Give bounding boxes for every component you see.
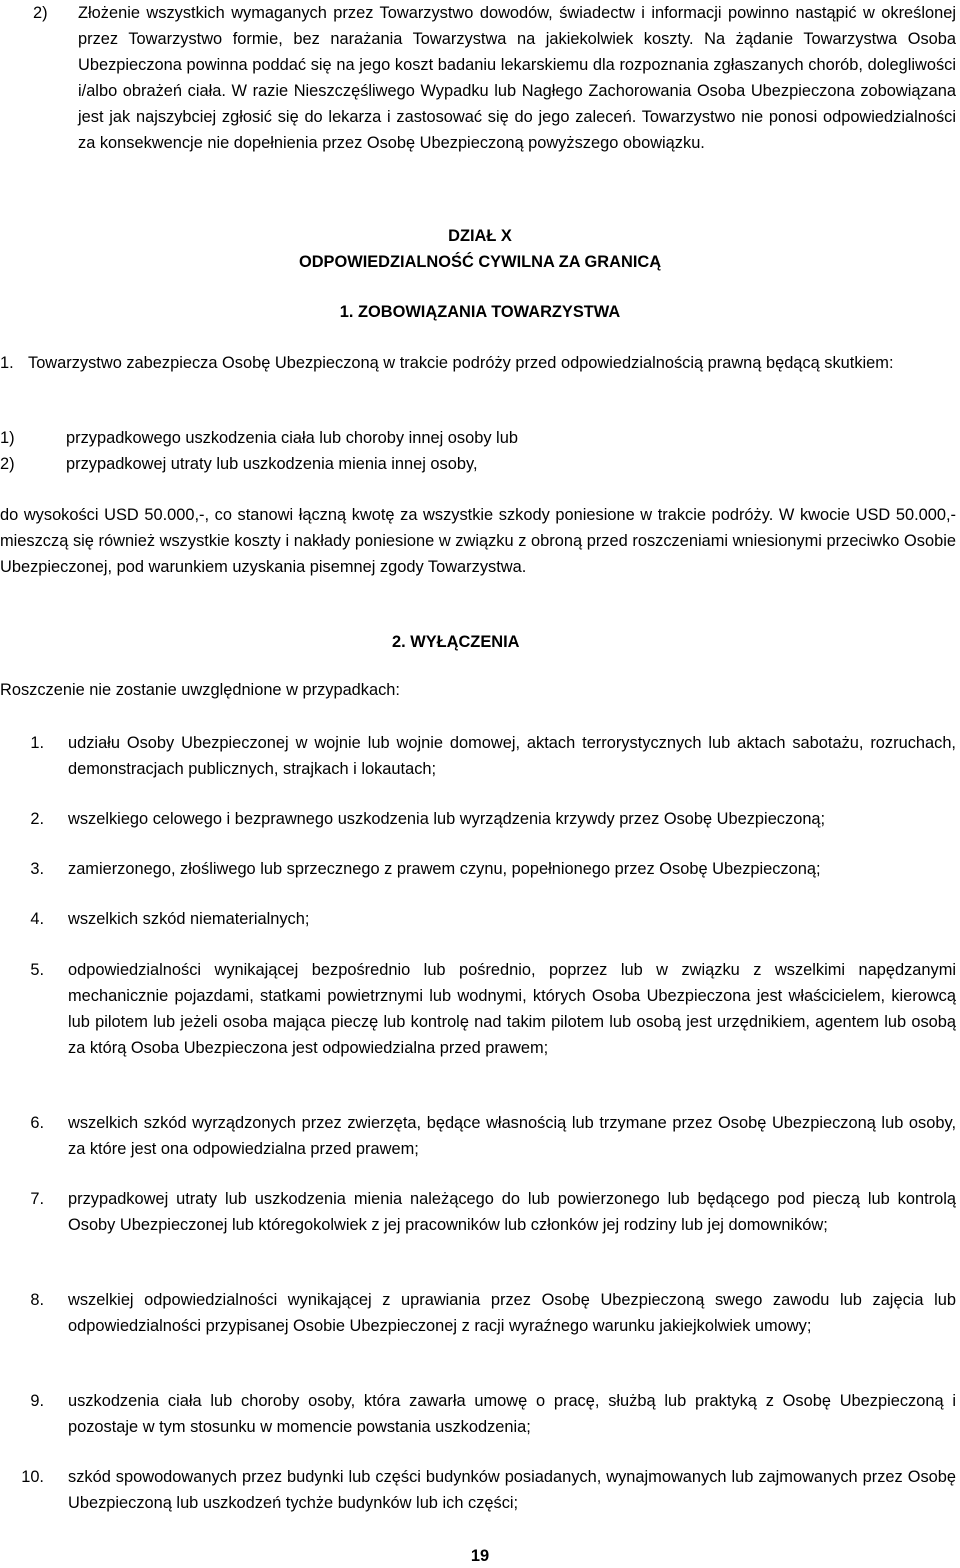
exclusion-number: 9. [30,1392,44,1410]
exclusion-number: 10. [21,1468,44,1486]
exclusion-text: szkód spowodowanych przez budynki lub części budynków posiadanych, wynajmowanych lub zajmowanych przez Osobę Ubezpieczoną lub uszkodzeń tychże budynków lub ich części; [68,1468,956,1512]
exclusion-number: 6. [30,1114,44,1132]
obligations-paragraph [0,350,956,376]
exclusion-number: 1. [30,734,44,752]
exclusion-text: wszelkiego celowego i bezprawnego uszkodzenia lub wyrządzenia krzywdy przez Osobę Ubezpieczoną; [68,810,826,828]
liability-limit-text: do wysokości USD 50.000,-, co stanowi łączną kwotę za wszystkie szkody poniesione w trakcie podróży. W kwocie USD 50.000,- mieszczą się również wszystkie koszty i nakłady poniesione w związku z obroną przed roszczeniami wniesionymi przeciwko Osobie Ubezpieczonej, pod warunkiem uzyskania pisemnej zgody Towarzystwa. [0,506,956,576]
exclusion-number: 5. [30,961,44,979]
exclusions-heading: 2. WYŁĄCZENIA [392,633,520,651]
exclusion-text: wszelkich szkód wyrządzonych przez zwierzęta, będące własnością lub trzymane przez Osobę Ubezpieczoną lub osoby, za które jest ona odpowiedzialna przed prawem; [68,1114,956,1158]
subitem-text: przypadkowego uszkodzenia ciała lub choroby innej osoby lub [66,429,518,447]
page-number: 19 [470,1547,490,1565]
list-item-text: Złożenie wszystkich wymaganych przez Towarzystwo dowodów, świadectw i informacji powinno nastąpić w określonej przez Towarzystwo formie, bez narażania Towarzystwa na jakiekolwiek koszty. Na żądanie Towarzystwa Osoba Ubezpieczona powinna poddać się na jego koszt badaniu lekarskiemu dla rozpoznania zgłaszanych chorób, dolegliwości i/albo obrażeń ciała. W razie Nieszczęśliwego Wypadku lub Nagłego Zachorowania Osoba Ubezpieczona zobowiązana jest jak najszybciej zgłosić się do lekarza i zastosować się do jego zaleceń. Towarzystwo nie ponosi odpowiedzialności za konsekwencje nie dopełnienia przez Osobę Ubezpieczoną powyższego obowiązku. [78,4,956,152]
exclusion-number: 8. [30,1291,44,1309]
exclusion-text: przypadkowej utraty lub uszkodzenia mienia należącego do lub powierzonego lub będącego pod pieczą lub kontrolą Osoby Ubezpieczonej lub któregokolwiek z jej pracowników lub członków jej rodziny lub jej domowników; [68,1190,956,1234]
exclusion-number: 3. [30,860,44,878]
subitem-number: 2) [0,455,15,473]
subitem-text: przypadkowej utraty lub uszkodzenia mienia innej osoby, [66,455,478,473]
exclusion-text: wszelkich szkód niematerialnych; [68,910,310,928]
paragraph-number: 1. [0,354,14,372]
exclusion-number: 4. [30,910,44,928]
paragraph-text: Towarzystwo zabezpiecza Osobę Ubezpieczoną w trakcie podróży przed odpowiedzialnością prawną będącą skutkiem: [28,354,894,372]
exclusion-text: uszkodzenia ciała lub choroby osoby, która zawarła umowę o pracę, służbą lub praktyką z Osobę Ubezpieczoną i pozostaje w tym stosunku w momencie powstania uszkodzenia; [68,1392,956,1436]
subitem-number: 1) [0,429,15,447]
obligations-heading: 1. ZOBOWIĄZANIA TOWARZYSTWA [339,303,621,321]
exclusion-text: odpowiedzialności wynikającej bezpośrednio lub pośrednio, poprzez lub w związku z wszelkimi napędzanymi mechanicznie pojazdami, statkami powietrznymi lub wodnymi, których Osoba Ubezpieczona jest właścicielem, kierowcą lub pilotem lub jeżeli osoba mająca pieczę lub kontrolę nad takim pilotem lub osobą jest urzędnikiem, agentem lub osobą za którą Osoba Ubezpieczona jest odpowiedzialna przed prawem; [68,961,956,1057]
list-item-number: 2) [33,4,48,22]
exclusion-text: wszelkiej odpowiedzialności wynikającej z uprawiania przez Osobę Ubezpieczoną swego zawodu lub zajęcia lub odpowiedzialności przypisanej Osobie Ubezpieczonej z racji wyraźnego warunku jakiejkolwiek umowy; [68,1291,956,1335]
exclusions-intro: Roszczenie nie zostanie uwzględnione w przypadkach: [0,681,400,699]
exclusion-text: udziału Osoby Ubezpieczonej w wojnie lub wojnie domowej, aktach terrorystycznych lub aktach sabotażu, rozruchach, demonstracjach publicznych, strajkach i lokautach; [68,734,956,778]
exclusion-number: 7. [30,1190,44,1208]
section-title: ODPOWIEDZIALNOŚĆ CYWILNA ZA GRANICĄ [298,253,662,271]
exclusion-number: 2. [30,810,44,828]
exclusion-text: zamierzonego, złośliwego lub sprzecznego z prawem czynu, popełnionego przez Osobę Ubezpieczoną; [68,860,821,878]
division-heading: DZIAŁ X [448,227,512,245]
